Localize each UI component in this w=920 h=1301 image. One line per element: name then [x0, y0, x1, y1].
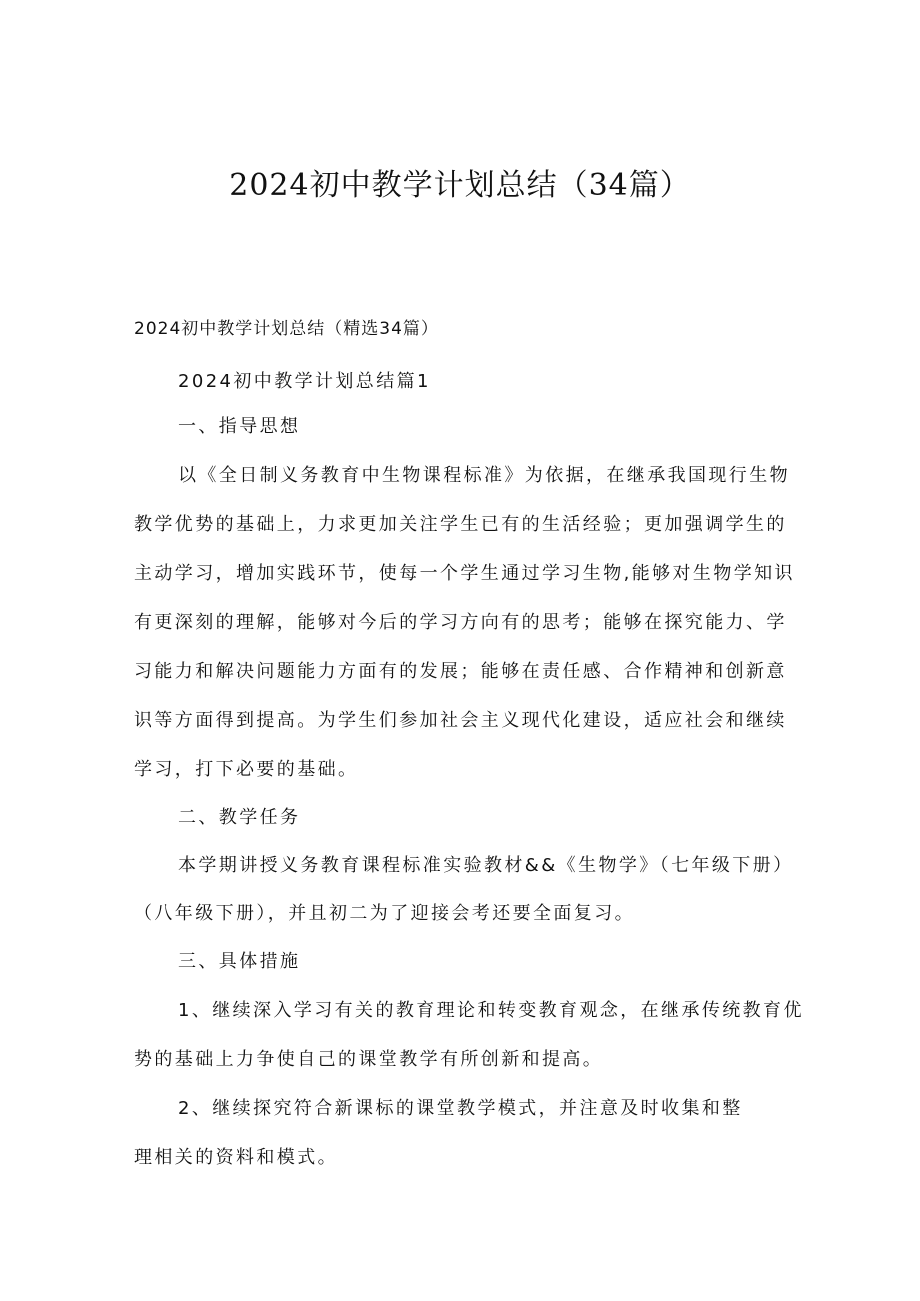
paragraph-line: 识等方面得到提高。为学生们参加社会主义现代化建设，适应社会和继续 [134, 710, 787, 731]
paragraph-line: 以《全日制义务教育中生物课程标准》为依据，在继承我国现行生物 [178, 465, 790, 486]
document-title: 2024初中教学计划总结（34篇） [229, 168, 691, 203]
paragraph-line: 主动学习，增加实践环节，使每一个学生通过学习生物,能够对生物学知识 [134, 563, 795, 584]
heading-guiding-ideology: 一、指导思想 [178, 416, 301, 437]
section-title: 2024初中教学计划总结篇1 [178, 371, 431, 392]
heading-specific-measures: 三、具体措施 [178, 951, 301, 972]
paragraph-line: 势的基础上力争使自己的课堂教学有所创新和提高。 [134, 1049, 604, 1070]
paragraph-line: 教学优势的基础上，力求更加关注学生已有的生活经验；更加强调学生的 [134, 514, 787, 535]
paragraph-line: （八年级下册），并且初二为了迎接会考还要全面复习。 [134, 903, 635, 924]
paragraph-line: 1、继续深入学习有关的教育理论和转变教育观念，在继承传统教育优 [178, 1000, 804, 1021]
document-subtitle: 2024初中教学计划总结（精选34篇） [134, 319, 439, 339]
paragraph-line: 有更深刻的理解，能够对今后的学习方向有的思考；能够在探究能力、学 [134, 612, 787, 633]
paragraph-line: 2、继续探究符合新课标的课堂教学模式，并注意及时收集和整 [178, 1098, 743, 1119]
paragraph-line: 本学期讲授义务教育课程标准实验教材&&《生物学》（七年级下册） [178, 855, 794, 876]
heading-teaching-tasks: 二、教学任务 [178, 807, 301, 828]
paragraph-line: 学习，打下必要的基础。 [134, 759, 359, 780]
paragraph-line: 理相关的资料和模式。 [134, 1147, 338, 1168]
paragraph-line: 习能力和解决问题能力方面有的发展；能够在责任感、合作精神和创新意 [134, 661, 787, 682]
